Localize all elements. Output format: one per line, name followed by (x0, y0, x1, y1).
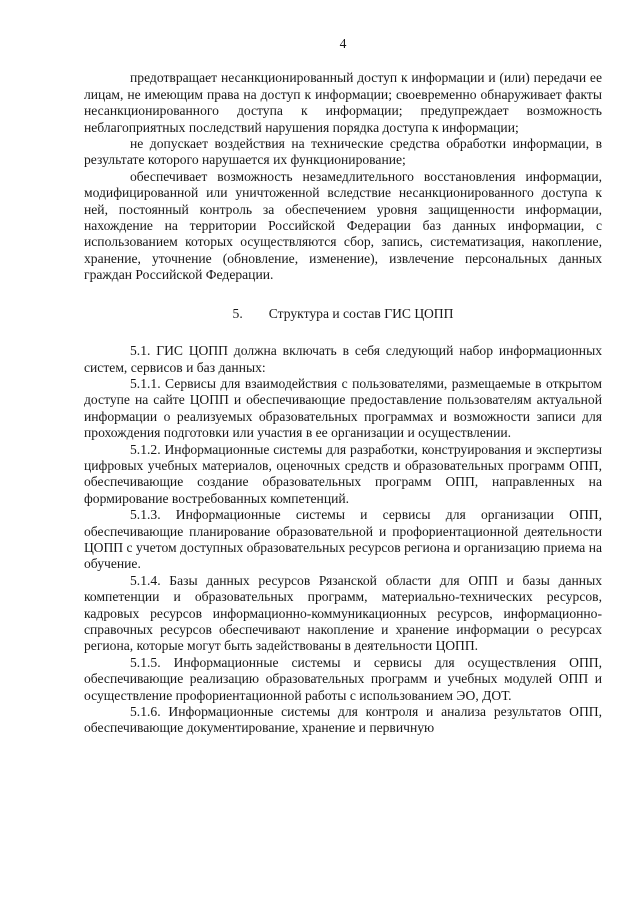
paragraph: 5.1.4. Базы данных ресурсов Рязанской области для ОПП и базы данных компетенции и образовательных программ, материально-технических ресурсов, кадровых ресурсов информационно-коммуникационных ресурсов, информационно-справочных ресурсов обеспечивают накопление и хранение информации о ресурсах региона, которые могут быть задействованы в деятельности ЦОПП. (84, 572, 602, 654)
paragraph: 5.1.3. Информационные системы и сервисы для организации ОПП, обеспечивающие планирование образовательной и профориентационной деятельности ЦОПП с учетом доступных образовательных ресурсов региона и организацию приема на обучение. (84, 507, 602, 572)
paragraph: 5.1. ГИС ЦОПП должна включать в себя следующий набор информационных систем, сервисов и баз данных: (84, 343, 602, 375)
section-heading (84, 306, 602, 322)
paragraph: обеспечивает возможность незамедлительного восстановления информации, модифицированной или уничтоженной вследствие несанкционированного доступа к ней, постоянный контроль за обеспечением уровня защищенности информации, нахождение на территории Российской Федерации баз данных информации, с использованием которых осуществляются сбор, запись, систематизация, накопление, хранение, уточнение (обновление, изменение), извлечение персональных данных граждан Российской Федерации. (84, 168, 602, 283)
paragraph: не допускает воздействия на технические средства обработки информации, в результате которого нарушается их функционирование; (84, 136, 602, 168)
page-number: 4 (339, 36, 347, 51)
section-number: 5. (232, 305, 243, 321)
paragraph: 5.1.1. Сервисы для взаимодействия с пользователями, размещаемые в открытом доступе на сайте ЦОПП и обеспечивающие предоставление пользователям актуальной информации о реализуемых образовательных программах и возможности записи для прохождения подготовки или участия в ее организации и осуществлении. (84, 375, 602, 441)
paragraph: 5.1.6. Информационные системы для контроля и анализа результатов ОПП, обеспечивающие документирование, хранение и первичную (84, 704, 602, 736)
paragraph: 5.1.5. Информационные системы и сервисы для осуществления ОПП, обеспечивающие реализацию образовательных программ и учебных модулей ОПП и осуществление профориентационной работы с использованием ЭО, ДОТ. (84, 654, 602, 703)
intro-list (84, 70, 602, 283)
paragraph: предотвращает несанкционированный доступ к информации и (или) передачи ее лицам, не имеющим права на доступ к информации; своевременно обнаруживает факты несанкционированного доступа к информации; предупреждает возможность неблагоприятных последствий нарушения порядка доступа к информации; (84, 70, 602, 135)
paragraph: 5.1.2. Информационные системы для разработки, конструирования и экспертизы цифровых учебных материалов, оценочных средств и образовательных программ ОПП, обеспечивающие создание образовательных программ ОПП, направленных на формирование востребованных компетенций. (84, 441, 602, 506)
section-body (84, 343, 602, 737)
section-title: Структура и состав ГИС ЦОПП (268, 305, 454, 321)
